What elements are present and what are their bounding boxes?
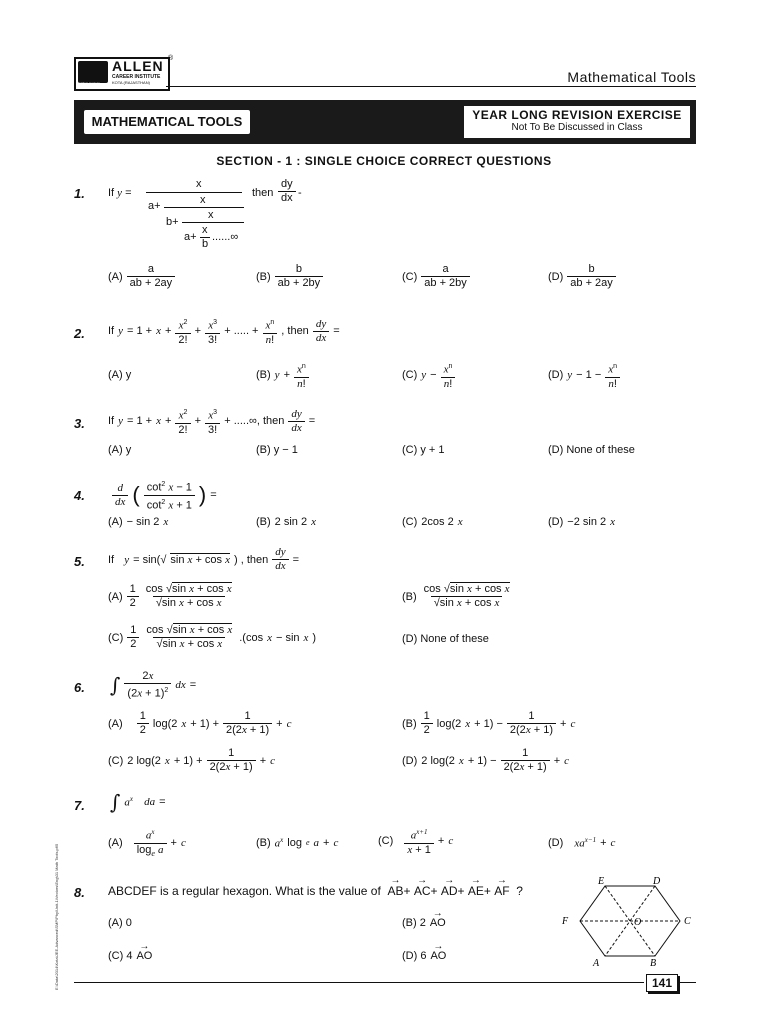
question-number: 1. [74,186,85,201]
vertex-a: A [593,958,600,968]
option-d[interactable]: (D) −2 sin 2 x [548,516,616,528]
option-b[interactable]: (B) $\frac{b}{ab + 2by}$ [256,263,323,290]
option-d[interactable]: (D) $xa^{x-1}$ + c [548,836,616,850]
option-c[interactable]: (C) y − $\frac{x^n}{n!}$ [402,360,455,391]
question-number: 3. [74,416,85,431]
logo-text: ALLEN [112,58,164,74]
logo-registered-mark: ® [168,55,174,62]
page-number: 141 [646,974,678,992]
option-b[interactable]: (B) y + $\frac{x^n}{n!}$ [256,360,309,391]
vertex-e: E [598,876,605,887]
option-d[interactable]: (D) None of these [548,444,635,456]
option-a[interactable]: (A) $\frac{a}{ab + 2ay}$ [108,263,175,290]
question-4-stem: $\frac{d}{dx}$ ( $\frac{\cot^2 x - 1}{\cot^2 x + 1}$ ) = [112,478,217,512]
vertex-d: D [653,876,661,887]
allen-logo [74,55,174,91]
question-number: 2. [74,326,85,341]
question-number: 5. [74,554,85,569]
banner [74,100,696,144]
option-a[interactable]: (A) − sin 2 x [108,516,169,528]
option-b[interactable]: (B) 2 sin 2 x [256,516,316,528]
hexagon-diagram [560,876,700,968]
option-d[interactable]: (D) $\frac{b}{ab + 2ay}$ [548,263,616,290]
logo-sub1: CAREER INSTITUTE [112,74,161,80]
option-b[interactable]: (B) 2 → AO [402,917,446,929]
vertex-c: C [684,916,691,927]
exercise-note: Not To Be Discussed in Class [511,122,643,133]
question-number: 8. [74,885,85,900]
question-6-stem: ∫ $\frac{2x}{(2x + 1)^2}$ dx = [110,670,197,700]
option-b[interactable]: (B) $\frac{\text{cos √sin x + cos x}}{\text{√sin x + cos x}}$ [402,583,510,609]
option-c[interactable]: (C) $\frac{1}{2}$ $\frac{\text{cos √sin x + cos x}}{\text{√sin x + cos x}}$ .(cos x − sin x ) [108,624,317,650]
option-c[interactable]: (C) $\frac{a}{ab + 2by}$ [402,263,470,290]
question-8-text: ABCDEF is a regular hexagon. What is the value of [108,884,381,898]
logo-emblem [78,61,108,83]
option-a[interactable]: (A) 0 [108,917,132,929]
logo-sub2: KOTA (RAJASTHAN) [112,80,150,85]
question-2-stem: If y = 1 + x + $\frac{x^2}{2!}$ + $\frac{x^3}{3!}$ + ..... + $\frac{x^n}{n!}$ , then $\frac{dy}{dx}$ = [108,317,340,346]
option-a[interactable]: (A) $\frac{a^x}{\log_e a}$ + c [108,828,186,858]
option-d[interactable]: (D) 6 → AO [402,950,446,962]
footer-rule-right [680,982,696,983]
option-d[interactable]: (D) y − 1 − $\frac{x^n}{n!}$ [548,360,620,391]
topic-label: MATHEMATICAL TOOLS [91,114,243,129]
question-7-stem: ∫ $a^x$ da = [110,790,166,814]
option-b[interactable]: (B) $a^x$ log e a + c [256,836,339,850]
footer-rule [74,982,644,983]
option-d[interactable]: (D) 2 log(2 x + 1) − $\frac{1}{2(2x + 1)}$ + c [402,747,570,773]
question-number: 6. [74,680,85,695]
question-3-stem: If y = 1 + x + $\frac{x^2}{2!}$ + $\frac{x^3}{3!}$ + .....∞, then $\frac{dy}{dx}$ = [108,407,316,436]
question-5-stem: If y = sin(√ sin x + cos x ) , then $\frac{dy}{dx}$ = [108,546,300,572]
vertex-b: B [650,958,657,968]
option-c[interactable]: (C) $\frac{a^{x+1}}{x + 1}$ + c [378,828,454,856]
side-margin-path: E:\Data\2014\Kota\JEE-Advanced\SMP\Phy\Unit-1\Vectors\Eng\01 Math Tools.p65 [54,843,59,990]
question-1-stem: If y = x a+ x b+ x a+ x b ......∞ then $\frac{dy}{dx}$ - [108,178,302,250]
option-b[interactable]: (B) $\frac{1}{2}$ log(2 x + 1) − $\frac{1}{2(2x + 1)}$ + c [402,710,576,736]
vertex-f: F [562,916,569,927]
question-number: 4. [74,488,85,503]
running-title: Mathematical Tools [567,69,696,85]
section-title: SECTION - 1 : SINGLE CHOICE CORRECT QUESTIONS [216,154,552,168]
option-b[interactable]: (B) y − 1 [256,444,298,456]
question-number: 7. [74,798,85,813]
logo-tagline: path to success [79,81,100,85]
option-a[interactable]: (A) $\frac{1}{2}$ log(2 x + 1) + $\frac{1}{2(2x + 1)}$ + c [108,710,292,736]
topic-box [84,110,250,134]
exercise-box [464,106,690,138]
option-a[interactable]: (A) y [108,369,132,381]
option-a[interactable]: (A) $\frac{1}{2}$ $\frac{\text{cos √sin x + cos x}}{\text{√sin x + cos x}}$ [108,583,232,609]
center-o: O [634,917,642,928]
option-c[interactable]: (C) y + 1 [402,444,445,456]
option-c[interactable]: (C) 2 log(2 x + 1) + $\frac{1}{2(2x + 1)}$ + c [108,747,276,773]
question-8-stem: ABCDEF is a regular hexagon. What is the value of → AB+ → AC+ → AD+ → AE+ → AF ? [108,884,523,898]
exercise-title: YEAR LONG REVISION EXERCISE [472,108,682,122]
option-c[interactable]: (C) 4 → AO [108,950,152,962]
option-c[interactable]: (C) 2cos 2 x [402,516,463,528]
option-a[interactable]: (A) y [108,444,132,456]
option-d[interactable]: (D) None of these [402,633,489,645]
header-rule [166,86,696,87]
